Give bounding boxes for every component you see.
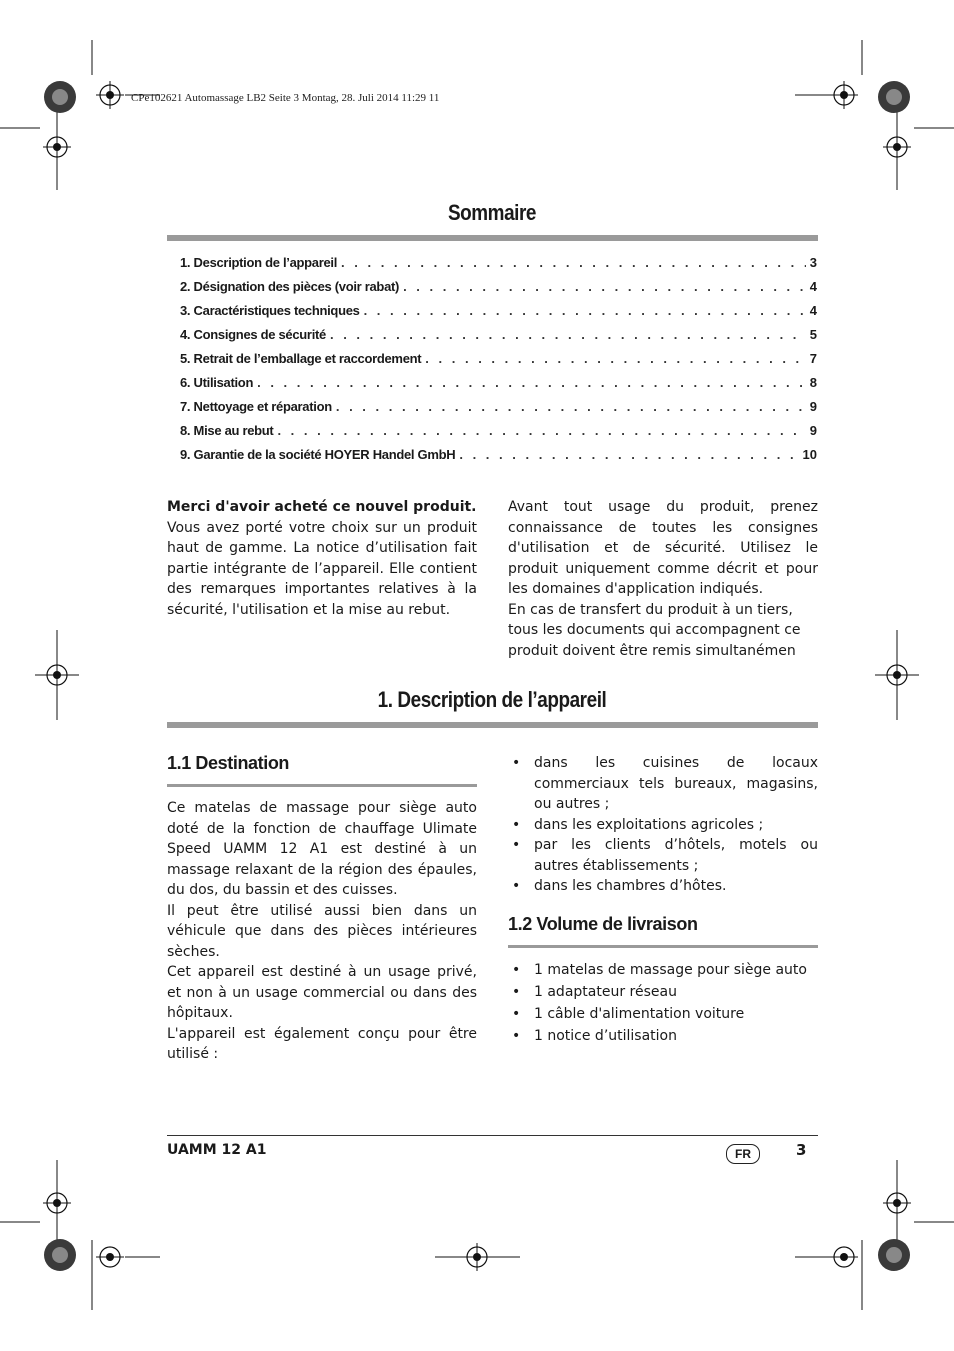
toc-entry[interactable]: 9. Garantie de la société HOYER Handel GmbH . . . 10 [180, 447, 817, 471]
intro-paragraph: Avant tout usage du produit, prenez connaissance de toutes les consignes d'utilisation et de sécurité. Utilisez le produit uniquement comme décrit et pour les domaines d'application indiqués. [508, 499, 818, 597]
paragraph: Il peut être utilisé aussi bien dans un véhicule que dans des pièces intérieures sèches. [167, 902, 477, 960]
list-item: • par les clients d’hôtels, motels ou autres établissements ; [508, 835, 818, 876]
subsection-title: 1.1 Destination [167, 753, 290, 773]
footer-rule [167, 1135, 818, 1136]
subsection-title: 1.2 Volume de livraison [508, 914, 698, 934]
destination-uses [508, 753, 818, 897]
table-of-contents [180, 255, 817, 471]
toc-entry[interactable]: 6. Utilisation . . . 8 [180, 375, 817, 399]
language-badge: FR [726, 1144, 760, 1164]
list-item: • dans les exploitations agricoles ; [508, 815, 818, 836]
section-rule [167, 722, 818, 728]
intro-left-column [167, 497, 477, 620]
page-number: 3 [796, 1141, 807, 1159]
toc-entry[interactable]: 2. Désignation des pièces (voir rabat) . . . 4 [180, 279, 817, 303]
subsection-delivery [508, 914, 818, 1047]
paragraph: Ce matelas de massage pour siège auto doté de la fonction de chauffage Ulimate Speed UAMM 12 A1 est destiné à un massage relaxant de la région des épaules, du dos, du bassin et des cuisses. [167, 800, 477, 898]
contents-title: Sommaire [447, 200, 537, 225]
toc-entry[interactable]: 3. Caractéristiques techniques . . . 4 [180, 303, 817, 327]
paragraph: Cet appareil est destiné à un usage privé, et non à un usage commercial ou dans des hôpitaux. [167, 964, 477, 1021]
list-item: • dans les chambres d’hôtes. [508, 876, 818, 897]
section-title: 1. Description de l’appareil [377, 687, 607, 712]
print-header: CPe102621 Automassage LB2 Seite 3 Montag, 28. Juli 2014 11:29 11 [131, 92, 440, 104]
list-item: • 1 matelas de massage pour siège auto [508, 959, 818, 981]
delivery-list-wrap [508, 959, 818, 1047]
toc-entry[interactable]: 4. Consignes de sécurité . . . 5 [180, 327, 817, 351]
subsection-destination [167, 753, 477, 1065]
list-item: • dans les cuisines de locaux commerciaux tels bureaux, magasins, ou autres ; [508, 753, 818, 815]
footer-model: UAMM 12 A1 [167, 1142, 267, 1158]
intro-right-column [508, 497, 818, 661]
subsection-rule [167, 784, 477, 787]
list-item: • 1 câble d'alimentation voiture [508, 1003, 818, 1025]
list-item: • 1 notice d’utilisation [508, 1025, 818, 1047]
toc-entry[interactable]: 8. Mise au rebut . . . 9 [180, 423, 817, 447]
list-item: • 1 adaptateur réseau [508, 981, 818, 1003]
intro-paragraph: Vous avez porté votre choix sur un produit haut de gamme. La notice d’utilisation fait partie intégrante de l’appareil. Elle contient des remarques importantes relatives à la sécurité, l'utilisation et la mise au rebut. [167, 519, 477, 618]
paragraph: L'appareil est également conçu pour être utilisé : [167, 1025, 477, 1062]
intro-heading: Merci d'avoir acheté ce nouvel produit. [167, 499, 477, 515]
intro-paragraph: En cas de transfert du produit à un tiers, tous les documents qui accompagnent ce produit doivent être remis simultanémen [508, 601, 801, 659]
destination-text [167, 798, 477, 1065]
toc-entry[interactable]: 5. Retrait de l’emballage et raccordement . . . 7 [180, 351, 817, 375]
bullet-list [508, 753, 818, 897]
toc-entry[interactable]: 7. Nettoyage et réparation . . . 9 [180, 399, 817, 423]
toc-entry[interactable]: 1. Description de l’appareil . . . 3 [180, 255, 817, 279]
contents-rule [167, 235, 818, 241]
bullet-list [508, 959, 818, 1047]
subsection-rule [508, 945, 818, 948]
